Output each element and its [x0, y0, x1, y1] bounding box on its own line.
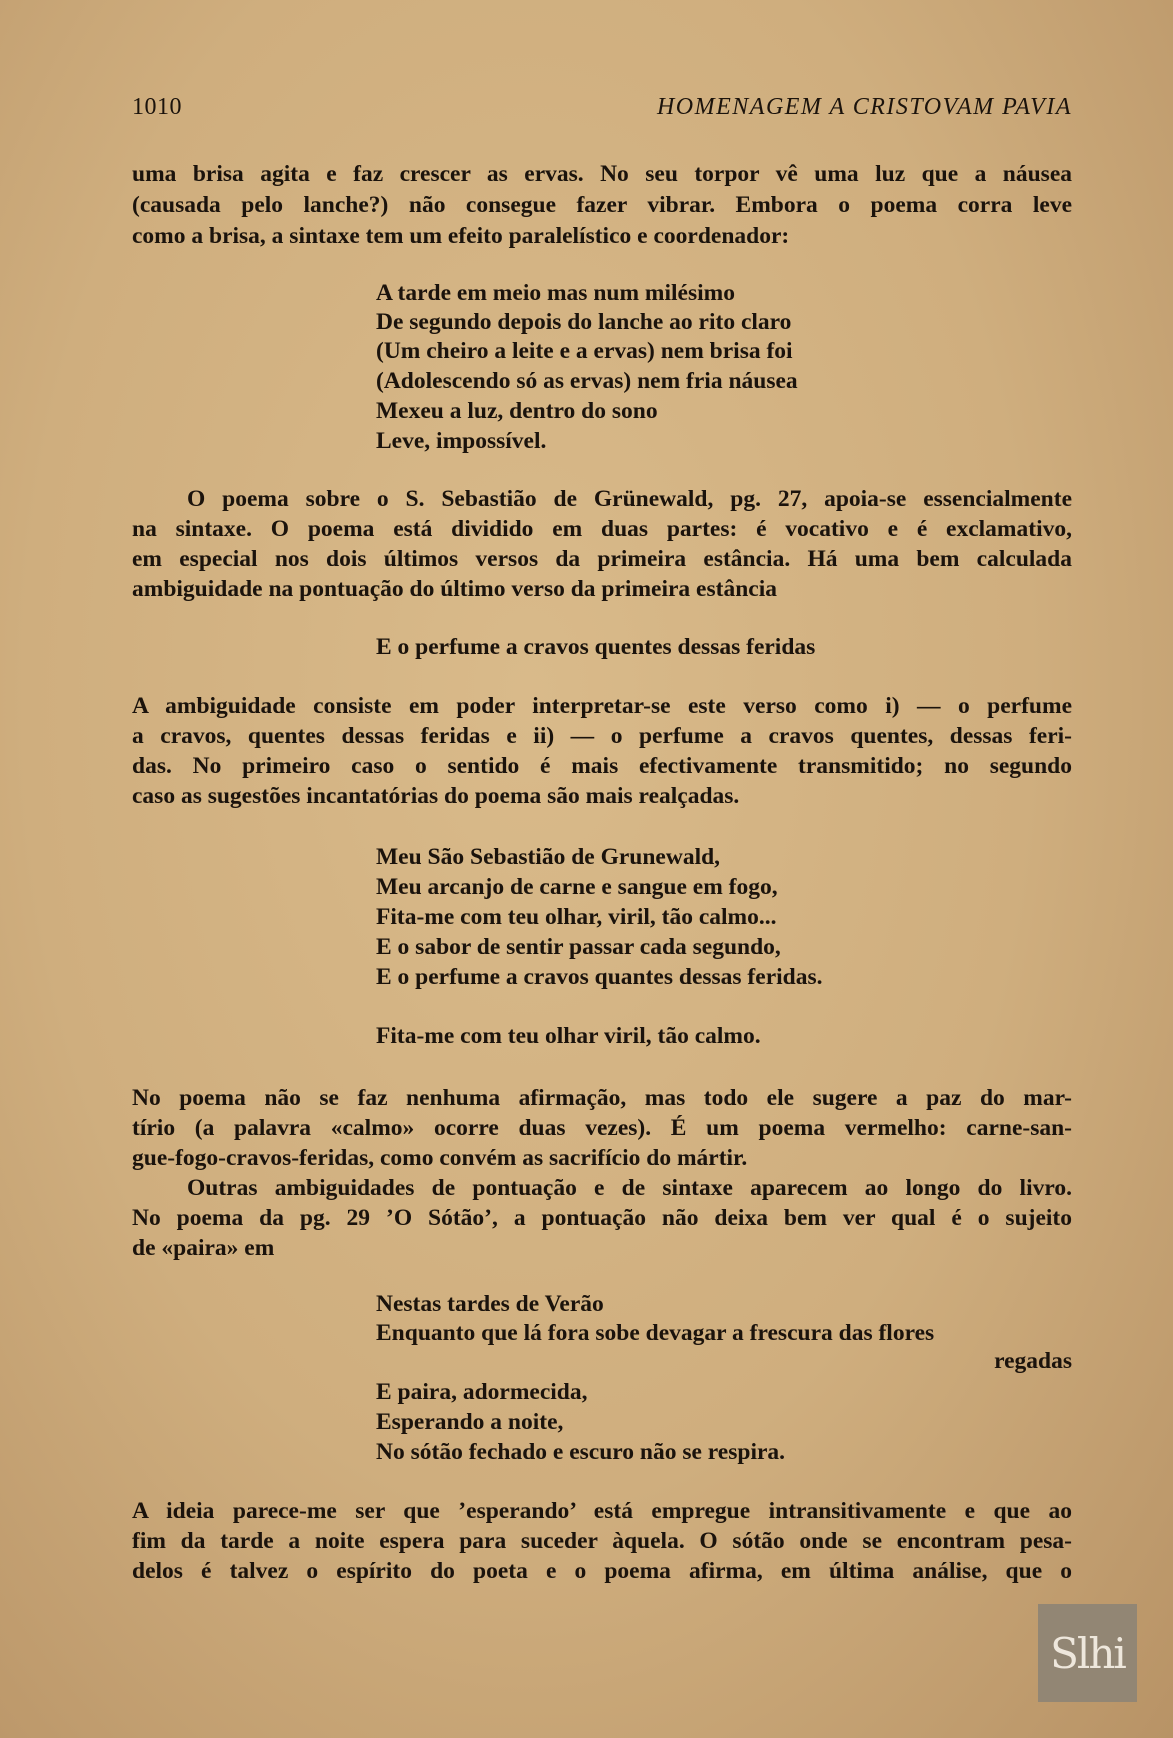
text-line: a cravos, quentes dessas feridas e ii) — o perfume a cravos quentes, dessas feri- — [132, 723, 1072, 749]
publisher-logo: Slhi — [1038, 1604, 1137, 1702]
verse-line: E o sabor de sentir passar cada segundo, — [376, 934, 781, 960]
verse-line: Leve, impossível. — [376, 428, 547, 454]
verse-line: E o perfume a cravos quentes dessas feridas — [376, 634, 816, 660]
running-title: HOMENAGEM A CRISTOVAM PAVIA — [656, 94, 1072, 120]
text-line: delos é talvez o espírito do poeta e o poema afirma, em última análise, que o — [132, 1558, 1072, 1584]
verse-line: No sótão fechado e escuro não se respira. — [376, 1439, 786, 1465]
text-line: O poema sobre o S. Sebastião de Grünewald, pg. 27, apoia-se essencialmente — [187, 486, 1072, 512]
text-line: em especial nos dois últimos versos da primeira estância. Há uma bem calculada — [132, 546, 1072, 572]
verse-line: Enquanto que lá fora sobe devagar a frescura das flores — [376, 1320, 935, 1346]
text-line: uma brisa agita e faz crescer as ervas. No seu torpor vê uma luz que a náusea — [132, 161, 1072, 187]
verse-line: De segundo depois do lanche ao rito claro — [376, 309, 792, 335]
verse-line: Fita-me com teu olhar viril, tão calmo. — [376, 1023, 761, 1049]
text-line: como a brisa, a sintaxe tem um efeito paralelístico e coordenador: — [132, 223, 790, 249]
text-line: de «paira» em — [132, 1235, 275, 1261]
verse-line: Meu arcanjo de carne e sangue em fogo, — [376, 874, 778, 900]
text-line: No poema não se faz nenhuma afirmação, mas todo ele sugere a paz do mar- — [132, 1085, 1072, 1111]
text-line: No poema da pg. 29 ’O Sótão’, a pontuação não deixa bem ver qual é o sujeito — [132, 1205, 1072, 1231]
verse-line: Esperando a noite, — [376, 1409, 564, 1435]
text-line: Outras ambiguidades de pontuação e de sintaxe aparecem ao longo do livro. — [187, 1175, 1072, 1201]
verse-line: Nestas tardes de Verão — [376, 1291, 604, 1317]
verse-line: (Um cheiro a leite e a ervas) nem brisa foi — [376, 338, 793, 364]
verse-line: Fita-me com teu olhar, viril, tão calmo... — [376, 904, 777, 930]
page-number: 1010 — [132, 94, 182, 120]
text-line: A ambiguidade consiste em poder interpretar-se este verso como i) — o perfume — [132, 693, 1072, 719]
text-line: na sintaxe. O poema está dividido em duas partes: é vocativo e é exclamativo, — [132, 516, 1072, 542]
verse-line: A tarde em meio mas num milésimo — [376, 280, 735, 306]
text-line: gue-fogo-cravos-feridas, como convém as sacrifício do mártir. — [132, 1145, 748, 1171]
verse-line: Meu São Sebastião de Grunewald, — [376, 844, 721, 870]
text-line: A ideia parece-me ser que ’esperando’ está empregue intransitivamente e que ao — [132, 1498, 1072, 1524]
text-line: tírio (a palavra «calmo» ocorre duas vezes). É um poema vermelho: carne-san- — [132, 1115, 1072, 1141]
verse-line: Mexeu a luz, dentro do sono — [376, 398, 658, 424]
verse-line: (Adolescendo só as ervas) nem fria náusea — [376, 368, 798, 394]
text-line: das. No primeiro caso o sentido é mais efectivamente transmitido; no segundo — [132, 753, 1072, 779]
text-line: (causada pelo lanche?) não consegue fazer vibrar. Embora o poema corra leve — [132, 192, 1072, 218]
verse-line: E o perfume a cravos quantes dessas feridas. — [376, 964, 823, 990]
page-header — [132, 94, 1072, 121]
text-line: ambiguidade na pontuação do último verso da primeira estância — [132, 576, 777, 602]
verse-line: regadas — [994, 1348, 1072, 1374]
text-line: fim da tarde a noite espera para suceder àquela. O sótão onde se encontram pesa- — [132, 1528, 1072, 1554]
verse-line: E paira, adormecida, — [376, 1379, 588, 1405]
text-line: caso as sugestões incantatórias do poema são mais realçadas. — [132, 783, 740, 809]
